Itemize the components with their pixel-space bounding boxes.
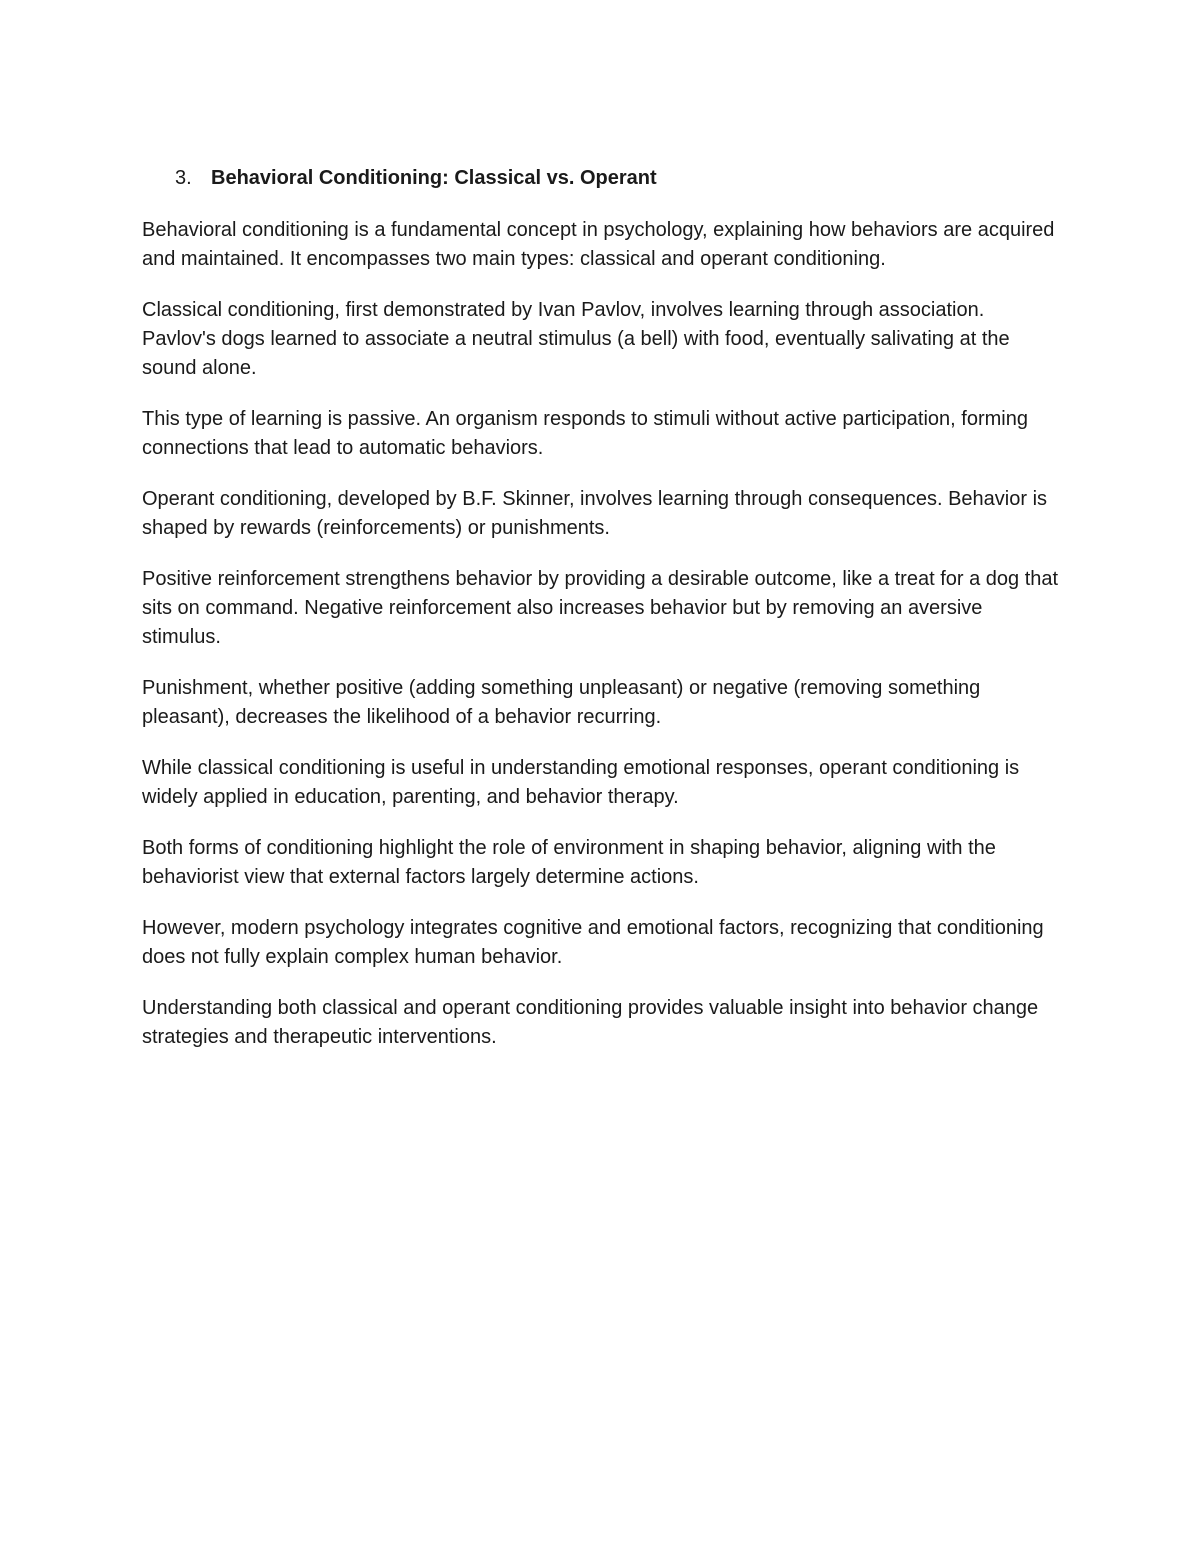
paragraph-conclusion: Understanding both classical and operant conditioning provides valuable insight into behavior change strategies and therapeutic interventions. bbox=[142, 997, 1039, 1048]
paragraph-environment: Both forms of conditioning highlight the role of environment in shaping behavior, aligning with the behaviorist view that external factors largely determine actions. bbox=[142, 837, 996, 888]
paragraph-applications: While classical conditioning is useful in understanding emotional responses, operant conditioning is widely applied in education, parenting, and behavior therapy. bbox=[142, 757, 1020, 808]
paragraph-modern-psychology: However, modern psychology integrates cognitive and emotional factors, recognizing that conditioning does not fully explain complex human behavior. bbox=[142, 917, 1044, 968]
paragraph-punishment: Punishment, whether positive (adding something unpleasant) or negative (removing something pleasant), decreases the likelihood of a behavior recurring. bbox=[142, 677, 981, 728]
section-number: 3. bbox=[175, 167, 192, 189]
paragraph-operant: Operant conditioning, developed by B.F. Skinner, involves learning through consequences. Behavior is shaped by rewards (reinforcements) or punishments. bbox=[142, 488, 1048, 539]
paragraph-classical: Classical conditioning, first demonstrated by Ivan Pavlov, involves learning through association. Pavlov's dogs learned to associate a neutral stimulus (a bell) with food, eventually salivating at the sound alone. bbox=[142, 299, 1010, 379]
paragraph-reinforcement: Positive reinforcement strengthens behavior by providing a desirable outcome, like a treat for a dog that sits on command. Negative reinforcement also increases behavior but by removing an aversive stimulus. bbox=[142, 568, 1059, 648]
section-heading bbox=[142, 164, 1062, 192]
paragraph-intro: Behavioral conditioning is a fundamental concept in psychology, explaining how behaviors are acquired and maintained. It encompasses two main types: classical and operant conditioning. bbox=[142, 219, 1055, 270]
paragraph-passive-learning: This type of learning is passive. An organism responds to stimuli without active participation, forming connections that lead to automatic behaviors. bbox=[142, 408, 1028, 459]
document-body bbox=[142, 164, 1062, 1074]
section-title: Behavioral Conditioning: Classical vs. Operant bbox=[211, 167, 657, 189]
